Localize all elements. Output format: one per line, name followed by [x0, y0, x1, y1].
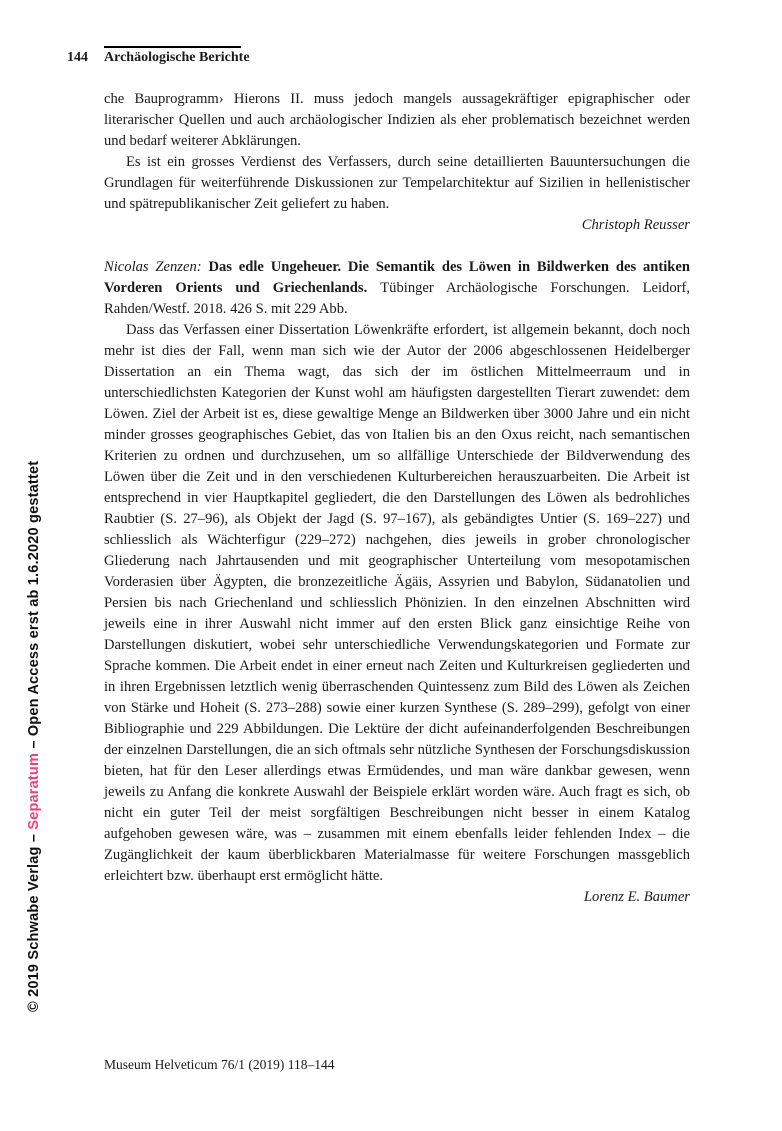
- page-number: 144: [67, 50, 88, 65]
- running-header: Archäologische Berichte: [104, 50, 250, 65]
- text-column: [104, 89, 690, 908]
- copyright-imprint: [26, 392, 46, 1012]
- reviewer-signature: Christoph Reusser: [581, 217, 690, 233]
- reviewed-book-title: Das edle Ungeheuer. Die Semantik des Löwen in Bildwerken des antiken Vorderen Orients und Griechenlands.: [104, 259, 690, 296]
- review-previous-continuation: che Bauprogramm› Hierons II. muss jedoch mangels aussagekräftiger epigraphischer oder literarischer Quellen und auch archäologischer Indizien als eher problematisch bezeichnet werden und bedarf weiterer Abklärungen.: [104, 91, 690, 149]
- copyright-text: © 2019 Schwabe Verlag –: [26, 829, 42, 1012]
- separatum-label: Separatum: [26, 752, 42, 830]
- review-body: Dass das Verfassen einer Dissertation Löwenkräfte erfordert, ist allgemein bekannt, doch noch mehr ist dies der Fall, wenn man sich wie der Autor der 2006 abgeschlossenen Heidelberger Dissertation an ein Thema wagt, das sich der im östlichen Mittelmeerraum und in unterschiedlichsten Kategorien der Kunst wohl am häufigsten dargestellten Tierart zuwendet: dem Löwen. Ziel der Arbeit ist es, diese gewaltige Menge an Bildwerken über 3000 Jahre und ein nicht minder grosses geographisches Gebiet, das von Italien bis an den Oxus reicht, nach semantischen Kriterien zu ordnen und durchzusehen, um so allfällige Unterschiede der Bildverwendung des Löwen über die Zeit und in den verschiedenen Kulturbereichen herauszuarbeiten. Die Arbeit ist entsprechend in vier Hauptkapitel gegliedert, die den Darstellungen des Löwen als bedrohliches Raubtier (S. 27–96), als Objekt der Jagd (S. 97–167), als gebändigtes Untier (S. 169–227) und schliesslich als Wächterfigur (229–272) nachgehen, dies jeweils in grober chronologischer Gliederung nach Jahrtausenden und mit geographischer Unterteilung vom mesopotamischen Vorderasien über Ägypten, die bronzezeitliche Ägäis, Assyrien und Babylon, Südanatolien und Persien bis nach Griechenland und schliesslich Phönizien. In den einzelnen Abschnitten wird jeweils eine in ihrer Auswahl nicht immer auf den ersten Blick ganz einsichtige Reihe von Darstellungen diskutiert, wobei sehr unterschiedliche Verwendungskategorien und Formate zur Sprache kommen. Die Arbeit endet in einer erneut nach Zeiten und Kulturkreisen gegliederten und in ihren Ergebnissen letztlich wenig überraschenden Quintessenz zum Bild des Löwen als Zeichen von Stärke und Hoheit (S. 273–288) sowie einer kurzen Synthese (S. 289–299), gefolgt von einer Bibliographie und 229 Abbildungen. Die Lektüre der dicht aufeinanderfolgenden Beschreibungen der einzelnen Darstellungen, die an sich oftmals sehr nützliche Synthesen der Forschungsdiskussion bieten, hat für den Leser allerdings etwas Ermüdendes, und man wäre dankbar gewesen, wenn jeweils zu Anfang die konkrete Auswahl der Beispiele erklärt worden wäre. Auch fragt es sich, ob nicht ein guter Teil der meist sorgfältigen Beschreibungen nicht besser in einem Katalog aufgehoben gewesen wäre, was – zusammen mit einem ebenfalls leider fehlenden Index – die Zugänglichkeit der kaum überblickbaren Materialmasse für weitere Forschungen massgeblich erleichtert bzw. überhaupt erst ermöglicht hätte.: [104, 322, 690, 884]
- journal-footer: Museum Helveticum 76/1 (2019) 118–144: [104, 1057, 335, 1072]
- header-rule: [104, 46, 241, 48]
- review-heading: [104, 257, 690, 320]
- reviewed-book-bibliography: Tübinger Archäologische Forschungen. Leidorf, Rahden/Westf. 2018. 426 S. mit 229 Abb.: [104, 280, 690, 317]
- review-author-name: Nicolas Zenzen:: [104, 259, 209, 275]
- open-access-text: – Open Access erst ab 1.6.2020 gestattet: [26, 460, 42, 753]
- reviewer-signature: Lorenz E. Baumer: [583, 889, 690, 905]
- review-previous-closing: Es ist ein grosses Verdienst des Verfassers, durch seine detaillierten Bauuntersuchungen die Grundlagen für weiterführende Diskussionen zur Tempelarchitektur auf Sizilien in hellenistischer und spätrepublikanischer Zeit geliefert zu haben.: [104, 154, 690, 212]
